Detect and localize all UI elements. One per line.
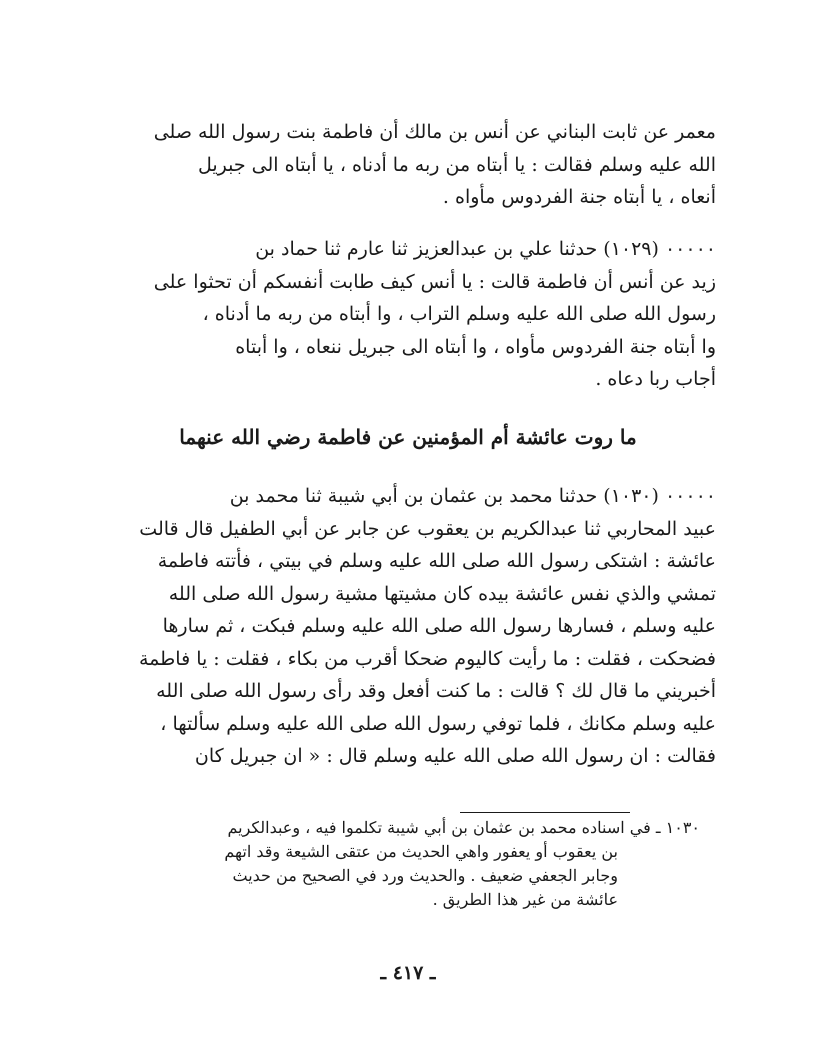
page-number: ـ ٤١٧ ـ — [380, 962, 436, 984]
footnote-line: وجابر الجعفي ضعيف . والحديث ورد في الصحيح من حديث — [232, 866, 618, 885]
text-line: زيد عن أنس أن فاطمة قالت : يا أنس كيف طابت أنفسكم أن تحثوا على — [153, 270, 716, 293]
text-line: عليه وسلم ، فسارها رسول الله صلى الله عليه وسلم فبكت ، ثم سارها — [162, 615, 716, 637]
text-line: أنعاه ، يا أبتاه جنة الفردوس مأواه . — [442, 186, 716, 208]
text-line: عائشة : اشتكى رسول الله صلى الله عليه وسلم في بيتي ، فأتته فاطمة — [157, 550, 716, 572]
text-line: عبيد المحاربي ثنا عبدالكريم بن يعقوب عن جابر عن أبي الطفيل قال قالت — [139, 517, 716, 540]
footnote-line: بن يعقوب أو يعفور واهي الحديث من عتقى الشيعة وقد اتهم — [224, 842, 618, 861]
text-line: أجاب ربا دعاه . — [595, 368, 716, 390]
text-line: تمشي والذي نفس عائشة بيده كان مشيتها مشية رسول الله صلى الله — [168, 582, 716, 605]
paragraph-3 — [100, 480, 716, 773]
text-line: معمر عن ثابت البناني عن أنس بن مالك أن فاطمة بنت رسول الله صلى — [153, 121, 716, 143]
footnote — [100, 816, 700, 912]
section-heading: ما روت عائشة أم المؤمنين عن فاطمة رضي الله عنهما — [179, 425, 637, 449]
text-line: ٠٠٠٠٠ (١٠٢٩) حدثنا علي بن عبدالعزيز ثنا عارم ثنا حماد بن — [255, 238, 716, 260]
text-line: ٠٠٠٠٠ (١٠٣٠) حدثنا محمد بن عثمان بن أبي شيبة ثنا محمد بن — [229, 485, 716, 507]
text-line: عليه وسلم مكانك ، فلما توفي رسول الله صلى الله عليه وسلم سألتها ، — [160, 712, 716, 735]
text-line: وا أبتاه جنة الفردوس مأواه ، وا أبتاه الى جبريل ننعاه ، وا أبتاه — [235, 335, 716, 358]
text-line: فقالت : ان رسول الله صلى الله عليه وسلم قال : « ان جبريل كان — [194, 745, 716, 767]
text-line: رسول الله صلى الله عليه وسلم التراب ، وا أبتاه من ربه ما أدناه ، — [202, 303, 716, 325]
paragraph-1 — [100, 116, 716, 214]
text-line: الله عليه وسلم فقالت : يا أبتاه من ربه ما أدناه ، يا أبتاه الى جبريل — [198, 153, 716, 176]
text-line: فضحكت ، فقلت : ما رأيت كاليوم ضحكا أقرب من بكاء ، فقلت : يا فاطمة — [138, 647, 716, 670]
footnote-line: عائشة من غير هذا الطريق . — [432, 890, 618, 909]
paragraph-2 — [100, 233, 716, 396]
footnote-line: ١٠٣٠ ـ في اسناده محمد بن عثمان بن أبي شيبة تكلموا فيه ، وعبدالكريم — [227, 818, 700, 837]
footnote-divider — [460, 812, 630, 813]
text-line: أخبريني ما قال لك ؟ قالت : ما كنت أفعل وقد رأى رسول الله صلى الله — [156, 680, 716, 702]
